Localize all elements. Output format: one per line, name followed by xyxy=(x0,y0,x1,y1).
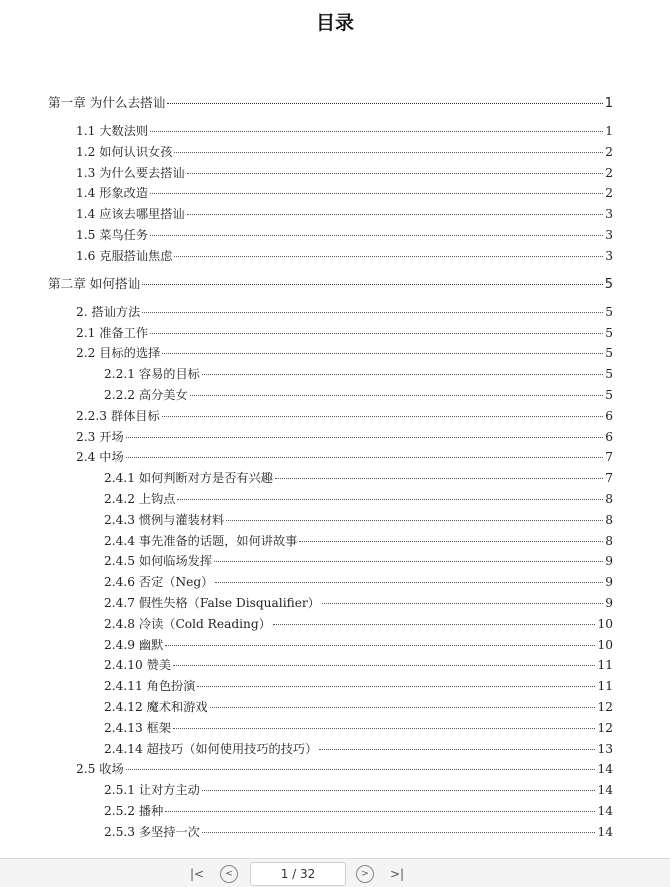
toc-entry-title: 1.2 如何认识女孩 xyxy=(76,144,173,159)
toc-entry[interactable] xyxy=(76,164,613,182)
toc-page-number: 5 xyxy=(605,388,613,402)
toc-entry[interactable] xyxy=(104,781,613,799)
toc-dot-leader xyxy=(202,832,596,833)
toc-entry[interactable] xyxy=(76,247,613,265)
toc-dot-leader xyxy=(150,235,603,236)
toc-entry[interactable] xyxy=(104,365,613,383)
toc-entry-title: 2.4.10 赞美 xyxy=(104,658,172,673)
toc-entry[interactable] xyxy=(76,344,613,362)
toc-dot-leader xyxy=(319,749,595,750)
toc-page-number: 2 xyxy=(605,165,613,180)
toc-page-number: 2 xyxy=(605,186,613,201)
toc-dot-leader xyxy=(142,284,603,285)
toc-dot-leader xyxy=(150,333,603,334)
toc-page-number: 11 xyxy=(597,679,613,694)
toc-page-number: 3 xyxy=(605,207,613,222)
toc-dot-leader xyxy=(167,103,602,104)
toc-dot-leader xyxy=(322,603,603,604)
toc-entry-title: 1.4 形象改造 xyxy=(76,186,149,201)
toc-entry-title: 2.4.9 幽默 xyxy=(104,637,164,652)
toc-page-number: 7 xyxy=(605,471,613,486)
page-number-field[interactable]: 1 / 32 xyxy=(250,862,346,886)
toc-entry-title: 2.5.3 多坚持一次 xyxy=(104,824,200,839)
toc-entry[interactable] xyxy=(104,532,613,550)
toc-entry[interactable] xyxy=(76,122,613,140)
toc-entry[interactable] xyxy=(104,636,613,654)
toc-dot-leader xyxy=(165,645,595,646)
next-page-icon: > xyxy=(361,869,369,879)
toc-entry-title: 第一章 为什么去搭讪 xyxy=(48,95,166,110)
toc-entry-title: 2.4.8 冷读（Cold Reading） xyxy=(104,616,271,631)
toc-entry[interactable] xyxy=(76,448,613,466)
toc-entry[interactable] xyxy=(104,469,613,487)
toc-entry-title: 2.2.2 高分美女 xyxy=(104,388,188,402)
toc-entry-title: 2.4.6 否定（Neg） xyxy=(104,575,214,590)
toc-dot-leader xyxy=(150,193,603,194)
toc-entry[interactable] xyxy=(104,615,613,633)
toc-dot-leader xyxy=(162,416,604,417)
toc-page-number: 14 xyxy=(597,824,613,839)
toc-entry-title: 1.6 克服搭讪焦虑 xyxy=(76,248,173,263)
toc-dot-leader xyxy=(174,256,603,257)
toc-entry[interactable] xyxy=(76,324,613,342)
toc-entry[interactable] xyxy=(104,698,613,716)
toc-entry[interactable] xyxy=(104,573,613,591)
toc-page-number: 3 xyxy=(605,228,613,242)
toc-page-number: 14 xyxy=(597,762,613,777)
toc-chapter-entry[interactable] xyxy=(48,94,613,112)
toc-dot-leader xyxy=(210,707,596,708)
toc-page-number: 1 xyxy=(604,96,613,111)
toc-entry-title: 2.4.4 事先准备的话题，如何讲故事 xyxy=(104,533,298,548)
toc-entry-title: 2.1 准备工作 xyxy=(76,325,149,340)
toc-dot-leader xyxy=(126,437,604,438)
toc-dot-leader xyxy=(174,152,603,153)
toc-page-number: 14 xyxy=(597,804,613,818)
toc-entry-title: 1.1 大数法则 xyxy=(76,124,149,138)
toc-entry[interactable] xyxy=(104,719,613,737)
last-page-icon: >| xyxy=(389,867,405,881)
toc-entry[interactable] xyxy=(104,677,613,695)
toc-entry[interactable] xyxy=(76,184,613,202)
toc-dot-leader xyxy=(202,374,603,375)
toc-entry-title: 2.5 收场 xyxy=(76,762,124,777)
toc-dot-leader xyxy=(173,665,595,666)
toc-entry-title: 2.4.14 超技巧（如何使用技巧的技巧） xyxy=(104,741,318,756)
last-page-button[interactable] xyxy=(388,865,406,883)
toc-page-number: 5 xyxy=(605,367,613,382)
toc-page-number: 9 xyxy=(605,575,613,590)
toc-entry[interactable] xyxy=(104,386,613,404)
toc-entry[interactable] xyxy=(76,143,613,161)
toc-page-number: 12 xyxy=(597,720,613,735)
toc-page-number: 10 xyxy=(597,616,613,631)
toc-entry-title: 2.3 开场 xyxy=(76,429,124,444)
toc-page-number: 8 xyxy=(605,533,613,548)
toc-page-number: 1 xyxy=(605,124,613,138)
next-page-button[interactable] xyxy=(356,865,374,883)
toc-entry-title: 2.5.1 让对方主动 xyxy=(104,783,200,798)
page-navigation-bar xyxy=(0,858,670,887)
toc-entry-title: 2.4.11 角色扮演 xyxy=(104,679,196,694)
toc-entry-title: 1.5 菜鸟任务 xyxy=(76,228,149,242)
toc-entry-title: 2.4.7 假性失格（False Disqualifier） xyxy=(104,596,320,610)
toc-entry[interactable] xyxy=(104,740,613,758)
page-title: 目录 xyxy=(315,12,354,34)
toc-page-number: 6 xyxy=(605,408,613,423)
toc-page-number: 8 xyxy=(605,512,613,527)
toc-entry[interactable] xyxy=(104,656,613,674)
toc-dot-leader xyxy=(187,214,604,215)
toc-dot-leader xyxy=(197,686,595,687)
toc-entry[interactable] xyxy=(104,490,613,508)
toc-dot-leader xyxy=(299,541,603,542)
toc-entry[interactable] xyxy=(76,226,613,244)
toc-dot-leader xyxy=(173,728,595,729)
toc-entry-title: 2.4.12 魔术和游戏 xyxy=(104,700,208,714)
toc-entry[interactable] xyxy=(104,594,613,612)
toc-entry-title: 2.4 中场 xyxy=(76,450,124,465)
toc-dot-leader xyxy=(162,353,603,354)
toc-page-number: 13 xyxy=(597,741,613,756)
toc-entry-title: 2.4.2 上钩点 xyxy=(104,492,176,506)
toc-dot-leader xyxy=(275,478,603,479)
toc-dot-leader xyxy=(177,499,603,500)
prev-page-button[interactable] xyxy=(220,865,238,883)
toc-dot-leader xyxy=(150,131,603,132)
toc-page-number: 8 xyxy=(605,492,613,506)
toc-entry[interactable] xyxy=(104,802,613,820)
toc-dot-leader xyxy=(273,624,596,625)
toc-page-number: 6 xyxy=(605,429,613,444)
toc-entry-title: 2.5.2 播种 xyxy=(104,804,164,818)
toc-page-number: 7 xyxy=(605,450,613,465)
toc-entry-title: 2.4.13 框架 xyxy=(104,720,172,735)
toc-page-number: 10 xyxy=(597,637,613,652)
toc-dot-leader xyxy=(142,312,603,313)
toc-entry-title: 2.4.3 惯例与灌装材料 xyxy=(104,512,225,527)
toc-dot-leader xyxy=(190,395,604,396)
toc-dot-leader xyxy=(215,582,603,583)
toc-entry[interactable] xyxy=(76,205,613,223)
toc-dot-leader xyxy=(187,173,604,174)
first-page-icon: |< xyxy=(189,867,205,881)
toc-entry-title: 2.2.3 群体目标 xyxy=(76,408,160,423)
toc-entry[interactable] xyxy=(76,760,613,778)
toc-dot-leader xyxy=(214,561,603,562)
toc-entry[interactable] xyxy=(76,303,613,321)
toc-dot-leader xyxy=(126,769,596,770)
toc-entry-title: 2.2.1 容易的目标 xyxy=(104,367,200,382)
toc-page-number: 2 xyxy=(605,144,613,159)
toc-entry-title: 1.3 为什么要去搭讪 xyxy=(76,165,185,180)
toc-page-number: 5 xyxy=(604,276,613,292)
toc-page-number: 5 xyxy=(605,304,613,319)
toc-page-number: 5 xyxy=(605,346,613,361)
toc-page-number: 9 xyxy=(605,554,613,569)
prev-page-icon: < xyxy=(225,869,233,879)
toc-entry-title: 2.4.1 如何判断对方是否有兴趣 xyxy=(104,471,273,486)
first-page-button[interactable] xyxy=(188,865,206,883)
toc-chapter-entry[interactable] xyxy=(48,275,613,293)
toc-dot-leader xyxy=(126,457,604,458)
toc-entry-title: 2. 搭讪方法 xyxy=(76,304,141,319)
toc-page-number: 12 xyxy=(597,700,613,714)
toc-entry-title: 2.4.5 如何临场发挥 xyxy=(104,554,213,569)
toc-entry-title: 1.4 应该去哪里搭讪 xyxy=(76,207,185,222)
toc-page-number: 5 xyxy=(605,325,613,340)
toc-entry[interactable] xyxy=(104,511,613,529)
toc-entry-title: 第二章 如何搭讪 xyxy=(48,275,141,291)
toc-page-number: 14 xyxy=(597,783,613,798)
toc-page-number: 9 xyxy=(605,596,613,610)
toc-entry[interactable] xyxy=(104,552,613,570)
toc-page-number: 3 xyxy=(605,248,613,263)
toc-entry-title: 2.2 目标的选择 xyxy=(76,346,161,361)
toc-entry[interactable] xyxy=(76,428,613,446)
toc-dot-leader xyxy=(226,520,603,521)
toc-dot-leader xyxy=(165,811,595,812)
toc-page-number: 11 xyxy=(597,658,613,673)
toc-entry[interactable] xyxy=(104,823,613,841)
toc-dot-leader xyxy=(202,790,596,791)
toc-entry[interactable] xyxy=(76,407,613,425)
